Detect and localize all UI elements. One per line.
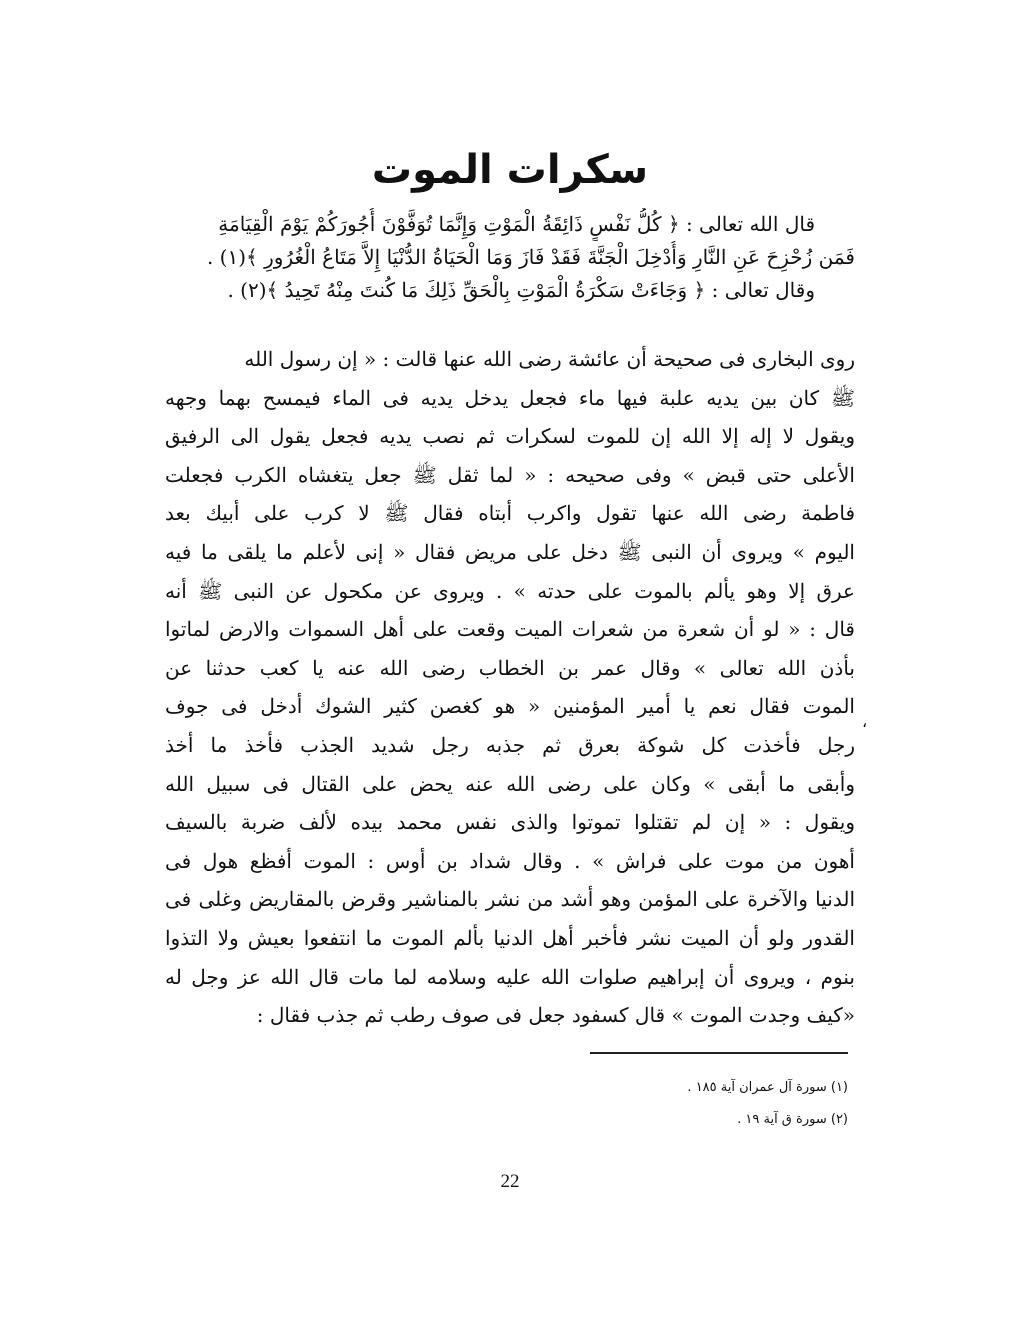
body-line: القدور ولو أن الميت نشر فأخبر أهل الدنيا بألم الموت ما انتفعوا بعيش ولا التذوا bbox=[165, 925, 855, 950]
verse-line-3: وقال تعالى : ﴿ وَجَاءَتْ سَكْرَةُ الْمَوْتِ بِالْحَقِّ ذَلِكَ مَا كُنتَ مِنْهُ تَحِيدُ ﴾(٢) . bbox=[227, 278, 815, 302]
verse-line-2: فَمَن زُحْزِحَ عَنِ النَّارِ وَأُدْخِلَ الْجَنَّةَ فَقَدْ فَازَ وَمَا الْحَيَاةُ الدُّنْيَا إِلاَّ مَتَاعُ الْغُرُورِ ﴾(١) . bbox=[206, 245, 855, 269]
footnote-2: (٢) سورة ق آية ١٩ . bbox=[737, 1112, 848, 1127]
body-line: الموت فقال نعم يا أمير المؤمنين « هو كغصن كثير الشوك أدخل فى جوف bbox=[165, 694, 855, 719]
body-line: رجل فأخذت كل شوكة بعرق ثم جذبه رجل شديد الجذب فأخذ ما أخذ bbox=[165, 732, 855, 757]
body-line: قال : « لو أن شعرة من شعرات الميت وقعت على أهل السموات والارض لماتوا bbox=[165, 617, 855, 642]
body-line: عرق إلا وهو يألم بالموت على حدته » . ويروى عن مكحول عن النبى ﷺ أنه bbox=[165, 578, 855, 603]
body-line: ويقول : « إن لم تقتلوا تموتوا والذى نفس محمد بيده لألف ضربة بالسيف bbox=[165, 810, 855, 835]
body-line: فاطمة رضى الله عنها تقول واكرب أبتاه فقال ﷺ لا كرب على أبيك بعد bbox=[165, 501, 855, 526]
body-line: ويقول لا إله إلا الله إن للموت لسكرات ثم نصب يديه فجعل يقول الى الرفيق bbox=[165, 424, 855, 449]
footnotes bbox=[480, 1072, 848, 1136]
body-line: روى البخارى فى صحيحة أن عائشة رضى الله عنها قالت : « إن رسول الله bbox=[244, 347, 855, 371]
body-line: الدنيا والآخرة على المؤمن وهو أشد من نشر بالمناشير وقرض بالمقاريض وغلى فى bbox=[165, 887, 855, 912]
quran-verses bbox=[165, 208, 855, 307]
footnote-1: (١) سورة آل عمران آية ١٨٥ . bbox=[687, 1080, 848, 1095]
body-line: «كيف وجدت الموت » قال كسفود جعل فى صوف رطب ثم جذب فقال : bbox=[256, 1003, 855, 1028]
footnote-divider bbox=[590, 1052, 848, 1054]
verse-line-1: قال الله تعالى : ﴿ كُلُّ نَفْسٍ ذَائِقَةُ الْمَوْتِ وَإِنَّمَا تُوَفَّوْنَ أُجُورَكُمْ يَوْمَ الْقِيَامَةِ bbox=[218, 212, 815, 236]
body-line: أهون من موت على فراش » . وقال شداد بن أوس : الموت أفظع هول فى bbox=[165, 848, 855, 873]
body-line: الأعلى حتى قبض » وفى صحيحه : « لما ثقل ﷺ جعل يتغشاه الكرب فجعلت bbox=[165, 462, 855, 487]
body-paragraph bbox=[165, 340, 855, 1035]
body-line: وأبقى ما أبقى » وكان على رضى الله عنه يحض على القتال فى سبيل الله bbox=[165, 771, 855, 796]
body-line: بأذن الله تعالى » وقال عمر بن الخطاب رضى الله عنه يا كعب حدثنا عن bbox=[165, 655, 855, 680]
margin-mark: ، bbox=[862, 712, 868, 731]
body-line: ﷺ كان بين يديه علبة فيها ماء فجعل يدخل يديه فى الماء فيمسح بهما وجهه bbox=[165, 385, 855, 410]
page-title: سكرات الموت bbox=[371, 147, 649, 193]
body-line: بنوم ، ويروى أن إبراهيم صلوات الله عليه وسلامه لما مات قال الله عز وجل له bbox=[165, 964, 855, 989]
page-number: 22 bbox=[500, 1171, 520, 1192]
body-line: اليوم » ويروى أن النبى ﷺ دخل على مريض فقال « إنى لأعلم ما يلقى ما فيه bbox=[165, 539, 855, 564]
